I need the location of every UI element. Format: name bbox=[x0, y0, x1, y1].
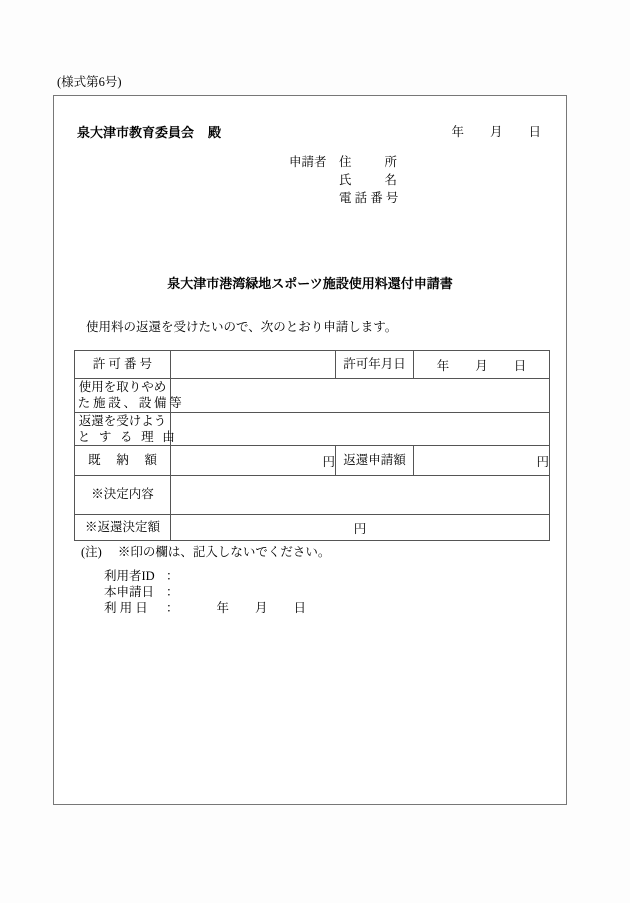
user-id-label: 利用者ID bbox=[104, 569, 155, 583]
use-date-value[interactable] bbox=[217, 600, 307, 616]
permit-date-input[interactable] bbox=[414, 351, 550, 379]
header-date-day: 日 bbox=[528, 125, 541, 139]
table-row-cancelled-facility bbox=[75, 379, 550, 413]
user-id-colon: ： bbox=[166, 569, 179, 583]
use-date-label: 利 用 日 bbox=[104, 601, 148, 615]
field-row-use-date bbox=[104, 600, 306, 616]
reason-label-line2: と す る 理 由 bbox=[77, 429, 178, 444]
header-date bbox=[451, 126, 541, 139]
field-row-user-id bbox=[104, 568, 306, 584]
applicant-address-row bbox=[289, 153, 397, 171]
reason-label bbox=[75, 412, 178, 446]
decision-amount-input: 円 bbox=[171, 515, 550, 541]
cancelled-facility-label-line1: 使用を取りやめ bbox=[78, 380, 167, 394]
table-row-decision-amount bbox=[75, 515, 550, 541]
applicant-phone-label: 電 話 番 号 bbox=[339, 191, 399, 205]
reason-label-line1: 返還を受けよう bbox=[78, 413, 167, 428]
table-row-permit bbox=[75, 351, 550, 379]
use-date-year: 年 bbox=[216, 601, 230, 615]
permit-number-label: 許 可 番 号 bbox=[75, 351, 171, 379]
permit-date-day: 日 bbox=[513, 358, 527, 373]
applicant-name-char1: 氏 bbox=[339, 173, 352, 187]
decision-amount-label: ※返還決定額 bbox=[75, 515, 171, 541]
page-title: 泉大津市港湾緑地スポーツ施設使用料還付申請書 bbox=[167, 276, 453, 291]
use-date-colon: ： bbox=[166, 601, 179, 615]
table-row-reason bbox=[75, 412, 550, 446]
form-outer-frame bbox=[53, 95, 567, 805]
note-marker: (注) bbox=[81, 545, 102, 559]
reason-input[interactable] bbox=[171, 412, 550, 446]
table-row-amounts bbox=[75, 446, 550, 476]
table-row-decision-content bbox=[75, 476, 550, 515]
permit-date-month: 月 bbox=[475, 358, 488, 373]
permit-number-input[interactable] bbox=[171, 351, 336, 379]
field-row-application-date bbox=[104, 584, 306, 600]
use-date-month: 月 bbox=[255, 601, 268, 615]
applicant-address-char1: 住 bbox=[339, 155, 352, 169]
applicant-phone-row bbox=[289, 189, 397, 207]
header-date-year: 年 bbox=[451, 125, 464, 139]
applicant-address-char2: 所 bbox=[384, 155, 397, 169]
use-date-day: 日 bbox=[293, 601, 307, 615]
addressee-line bbox=[77, 126, 221, 139]
refund-request-input[interactable]: 円 bbox=[414, 446, 550, 476]
paid-amount-input[interactable]: 円 bbox=[171, 446, 336, 476]
permit-date-year: 年 bbox=[436, 358, 450, 373]
paid-amount-label bbox=[75, 446, 171, 476]
cancelled-facility-input[interactable] bbox=[171, 379, 550, 413]
applicant-block bbox=[289, 153, 397, 207]
form-number-label: (様式第6号) bbox=[57, 75, 122, 89]
permit-date-label: 許可年月日 bbox=[336, 351, 414, 379]
cancelled-facility-label bbox=[75, 379, 185, 413]
decision-content-input bbox=[171, 476, 550, 515]
cancelled-facility-label-line2: た施設、設備等 bbox=[77, 396, 185, 411]
applicant-name-row bbox=[289, 171, 397, 189]
decision-content-label: ※決定内容 bbox=[75, 476, 171, 515]
addressee-name: 泉大津市教育委員会 bbox=[77, 125, 195, 140]
paid-amount-label-text: 既 納 額 bbox=[88, 452, 164, 467]
applicant-address-label bbox=[339, 153, 397, 171]
refund-form-table bbox=[74, 350, 550, 541]
intro-sentence: 使用料の返還を受けたいので、次のとおり申請します。 bbox=[86, 320, 398, 334]
applicant-tag: 申請者 bbox=[289, 155, 327, 169]
addressee-honorific: 殿 bbox=[208, 125, 222, 140]
applicant-name-label bbox=[339, 171, 397, 189]
application-date-colon: ： bbox=[166, 585, 179, 599]
applicant-name-char2: 名 bbox=[384, 173, 397, 187]
header-date-month: 月 bbox=[489, 125, 503, 139]
refund-request-label: 返還申請額 bbox=[336, 446, 414, 476]
note-text: ※印の欄は、記入しないでください。 bbox=[117, 545, 331, 559]
footer-fields bbox=[104, 568, 306, 616]
note-line bbox=[81, 546, 330, 559]
application-date-label: 本申請日 bbox=[104, 585, 155, 599]
